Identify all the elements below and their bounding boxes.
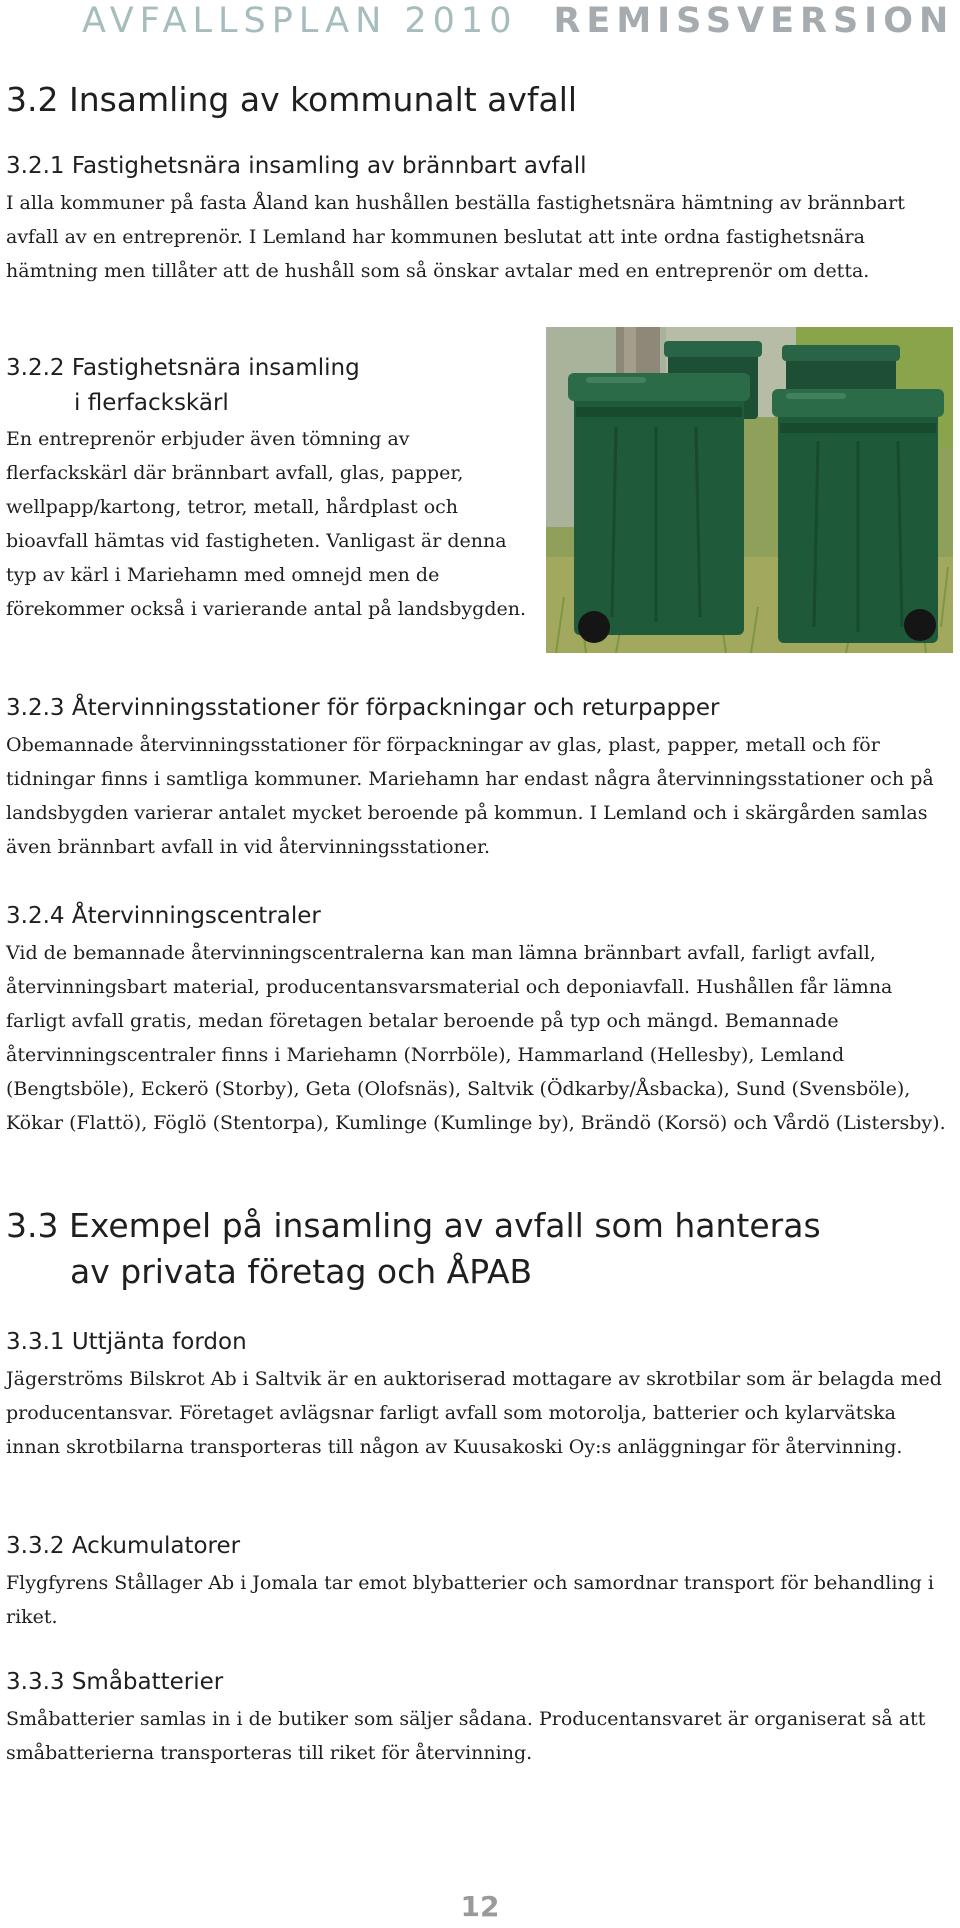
section-3-3-1-text: Jägerströms Bilskrot Ab i Saltvik är en auktoriserad mottagare av skrotbilar som är belagda med producentansvar. Företaget avlägsnar farligt avfall som motorolja, batterier och kylarvätska innan skrotbilarna transporteras till någon av Kuusakoski Oy:s anläggningar för återvinning. <box>6 1368 942 1458</box>
running-header <box>82 0 954 42</box>
section-3-2-3-text: Obemannade återvinningsstationer för förpackningar av glas, plast, papper, metall och för tidningar finns i samtliga kommuner. Mariehamn har endast några återvinningsstationer och på landsbygden varierar antalet mycket beroende på kommun. I Lemland och i skärgården samlas även brännbart avfall in vid återvinningsstationer. <box>6 734 934 858</box>
header-title: AVFALLSPLAN 2010 <box>82 1 518 41</box>
section-3-3-3-heading: 3.3.3 Småbatterier <box>6 1669 224 1695</box>
section-3-2-2-text: En entreprenör erbjuder även tömning av flerfackskärl där brännbart avfall, glas, papper, wellpapp/kartong, tetror, metall, hårdplast och bioavfall hämtas vid fastigheten. Vanligast är denna typ av kärl i Mariehamn med omnejd men de förekommer också i varierande antal på landsbygden. <box>6 428 527 620</box>
section-3-3-heading-line1: 3.3 Exempel på insamling av avfall som hanteras <box>6 1206 821 1245</box>
header-version: REMISSVERSION <box>553 1 955 41</box>
section-3-3-2-text: Flygfyrens Stållager Ab i Jomala tar emot blybatterier och samordnar transport för behandling i riket. <box>6 1572 934 1628</box>
waste-bins-photo <box>546 327 953 653</box>
section-3-2-1-heading: 3.2.1 Fastighetsnära insamling av brännbart avfall <box>6 153 587 179</box>
page-number: 12 <box>460 1890 500 1923</box>
section-3-2-3-heading: 3.2.3 Återvinningsstationer för förpackningar och returpapper <box>6 695 720 721</box>
section-3-2-2-heading-line2: i flerfackskärl <box>74 390 229 416</box>
section-3-2-4-heading: 3.2.4 Återvinningscentraler <box>6 903 321 929</box>
section-3-3-2-heading: 3.3.2 Ackumulatorer <box>6 1533 241 1559</box>
section-3-2-2-heading-line1: 3.2.2 Fastighetsnära insamling <box>6 355 360 381</box>
section-3-3-1-heading: 3.3.1 Uttjänta fordon <box>6 1329 247 1355</box>
section-3-2-1-text: I alla kommuner på fasta Åland kan hushållen beställa fastighetsnära hämtning av brännbart avfall av en entreprenör. I Lemland har kommunen beslutat att inte ordna fastighetsnära hämtning men tillåter att de hushåll som så önskar avtalar med en entreprenör om detta. <box>6 192 905 282</box>
section-3-3-heading-line2: av privata företag och ÅPAB <box>70 1252 533 1291</box>
section-3-2-4-text: Vid de bemannade återvinningscentralerna kan man lämna brännbart avfall, farligt avfall, återvinningsbart material, producentansvarsmaterial och deponiavfall. Hushållen får lämna farligt avfall gratis, medan företagen betalar beroende på typ och mängd. Bemannade återvinningscentraler finns i Mariehamn (Norrböle), Hammarland (Hellesby), Lemland (Bengtsböle), Eckerö (Storby), Geta (Olofsnäs), Saltvik (Ödkarby/Åsbacka), Sund (Svensböle), Kökar (Flattö), Föglö (Stentorpa), Kumlinge (Kumlinge by), Brändö (Korsö) och Vårdö (Listersby). <box>6 942 946 1134</box>
section-3-2-heading: 3.2 Insamling av kommunalt avfall <box>6 80 578 119</box>
section-3-3-3-text: Småbatterier samlas in i de butiker som säljer sådana. Producentansvaret är organiserat så att småbatterierna transporteras till riket för återvinning. <box>6 1708 926 1764</box>
